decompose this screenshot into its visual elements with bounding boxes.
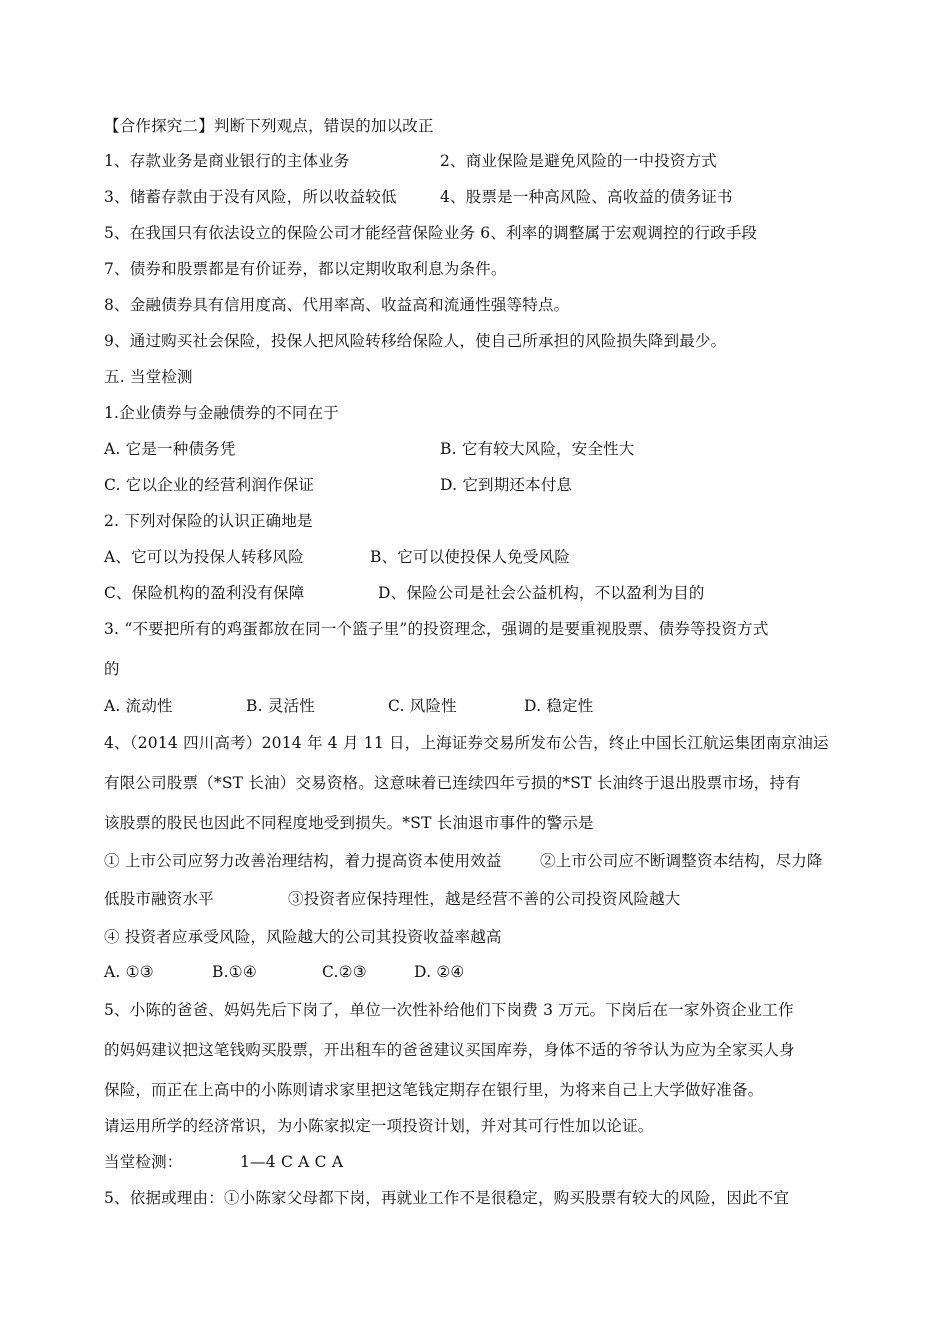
q4-statement-1: ① 上市公司应努力改善治理结构，着力提高资本使用效益 (104, 852, 502, 870)
q2-stem: 2. 下列对保险的认识正确地是 (104, 512, 313, 530)
q4-line2: 有限公司股票（*ST 长油）交易资格。这意味着已连续四年亏损的*ST 长油终于退出股票市场，持有 (104, 774, 801, 792)
q4-line1: 4、（2014 四川高考）2014 年 4 月 11 日，上海证券交易所发布公告，终止中国长江航运集团南京油运 (104, 734, 829, 752)
q1-option-a: A. 它是一种债务凭 (104, 440, 236, 458)
statement-3: 3、储蓄存款由于没有风险，所以收益较低 (104, 188, 397, 206)
q3-option-c: C. 风险性 (388, 697, 457, 715)
q5-line4: 请运用所学的经济常识，为小陈家拟定一项投资计划，并对其可行性加以论证。 (104, 1117, 654, 1135)
q3-option-d: D. 稳定性 (524, 697, 594, 715)
q1-stem: 1.企业债券与金融债券的不同在于 (104, 404, 339, 422)
q4-statement-4: ④ 投资者应承受风险，风险越大的公司其投资收益率越高 (104, 928, 502, 946)
q4-statement-2a: ②上市公司应不断调整资本结构，尽力降 (540, 852, 823, 870)
q2-option-a: A、它可以为投保人转移风险 (104, 548, 304, 566)
q4-option-c: C.②③ (322, 963, 367, 981)
q4-option-a: A. ①③ (104, 963, 154, 981)
q4-statement-3: ③投资者应保持理性，越是经营不善的公司投资风险越大 (288, 890, 681, 908)
answers-value: 1—4 C A C A (240, 1153, 344, 1171)
statement-1: 1、存款业务是商业银行的主体业务 (104, 152, 350, 170)
section-5-title: 五. 当堂检测 (104, 368, 193, 386)
q5-line1: 5、小陈的爸爸、妈妈先后下岗了，单位一次性补给他们下岗费 3 万元。下岗后在一家外资企业工作 (104, 1001, 794, 1019)
statement-8: 8、金融债券具有信用度高、代用率高、收益高和流通性强等特点。 (104, 296, 570, 314)
q2-option-d: D、保险公司是社会公益机构，不以盈利为目的 (378, 584, 705, 602)
q3-stem-line2: 的 (104, 660, 120, 678)
q3-option-a: A. 流动性 (104, 697, 173, 715)
q1-option-c: C. 它以企业的经营利润作保证 (104, 476, 315, 494)
statement-5-6: 5、在我国只有依法设立的保险公司才能经营保险业务 6、利率的调整属于宏观调控的行政手段 (104, 224, 758, 242)
q2-option-b: B、它可以使投保人免受风险 (370, 548, 570, 566)
answers-label: 当堂检测： (104, 1153, 183, 1171)
q4-option-b: B.①④ (212, 963, 257, 981)
q4-option-d: D. ②④ (414, 963, 465, 981)
statement-4: 4、股票是一种高风险、高收益的债务证书 (440, 188, 733, 206)
q1-option-d: D. 它到期还本付息 (440, 476, 573, 494)
statement-7: 7、债券和股票都是有价证券，都以定期收取利息为条件。 (104, 260, 507, 278)
q5-line3: 保险，而正在上高中的小陈则请求家里把这笔钱定期存在银行里，为将来自己上大学做好准备。 (104, 1081, 764, 1099)
q4-line3: 该股票的股民也因此不同程度地受到损失。*ST 长油退市事件的警示是 (104, 814, 594, 832)
q2-option-c: C、保险机构的盈利没有保障 (104, 584, 305, 602)
q4-statement-2b: 低股市融资水平 (104, 890, 214, 908)
q3-stem-line1: 3. “不要把所有的鸡蛋都放在同一个篮子里”的投资理念，强调的是要重视股票、债券等投资方式 (104, 620, 769, 638)
answer-q5: 5、依据或理由：①小陈家父母都下岗，再就业工作不是很稳定，购买股票有较大的风险，因此不宜 (104, 1189, 790, 1207)
q3-option-b: B. 灵活性 (246, 697, 315, 715)
statement-2: 2、商业保险是避免风险的一中投资方式 (440, 152, 717, 170)
q1-option-b: B. 它有较大风险，安全性大 (440, 440, 635, 458)
statement-9: 9、通过购买社会保险，投保人把风险转移给保险人，使自己所承担的风险损失降到最少。 (104, 332, 727, 350)
q5-line2: 的妈妈建议把这笔钱购买股票，开出租车的爸爸建议买国库券，身体不适的爷爷认为应为全家买人身 (104, 1041, 795, 1059)
section-heading: 【合作探究二】判断下列观点，错误的加以改正 (104, 117, 434, 135)
